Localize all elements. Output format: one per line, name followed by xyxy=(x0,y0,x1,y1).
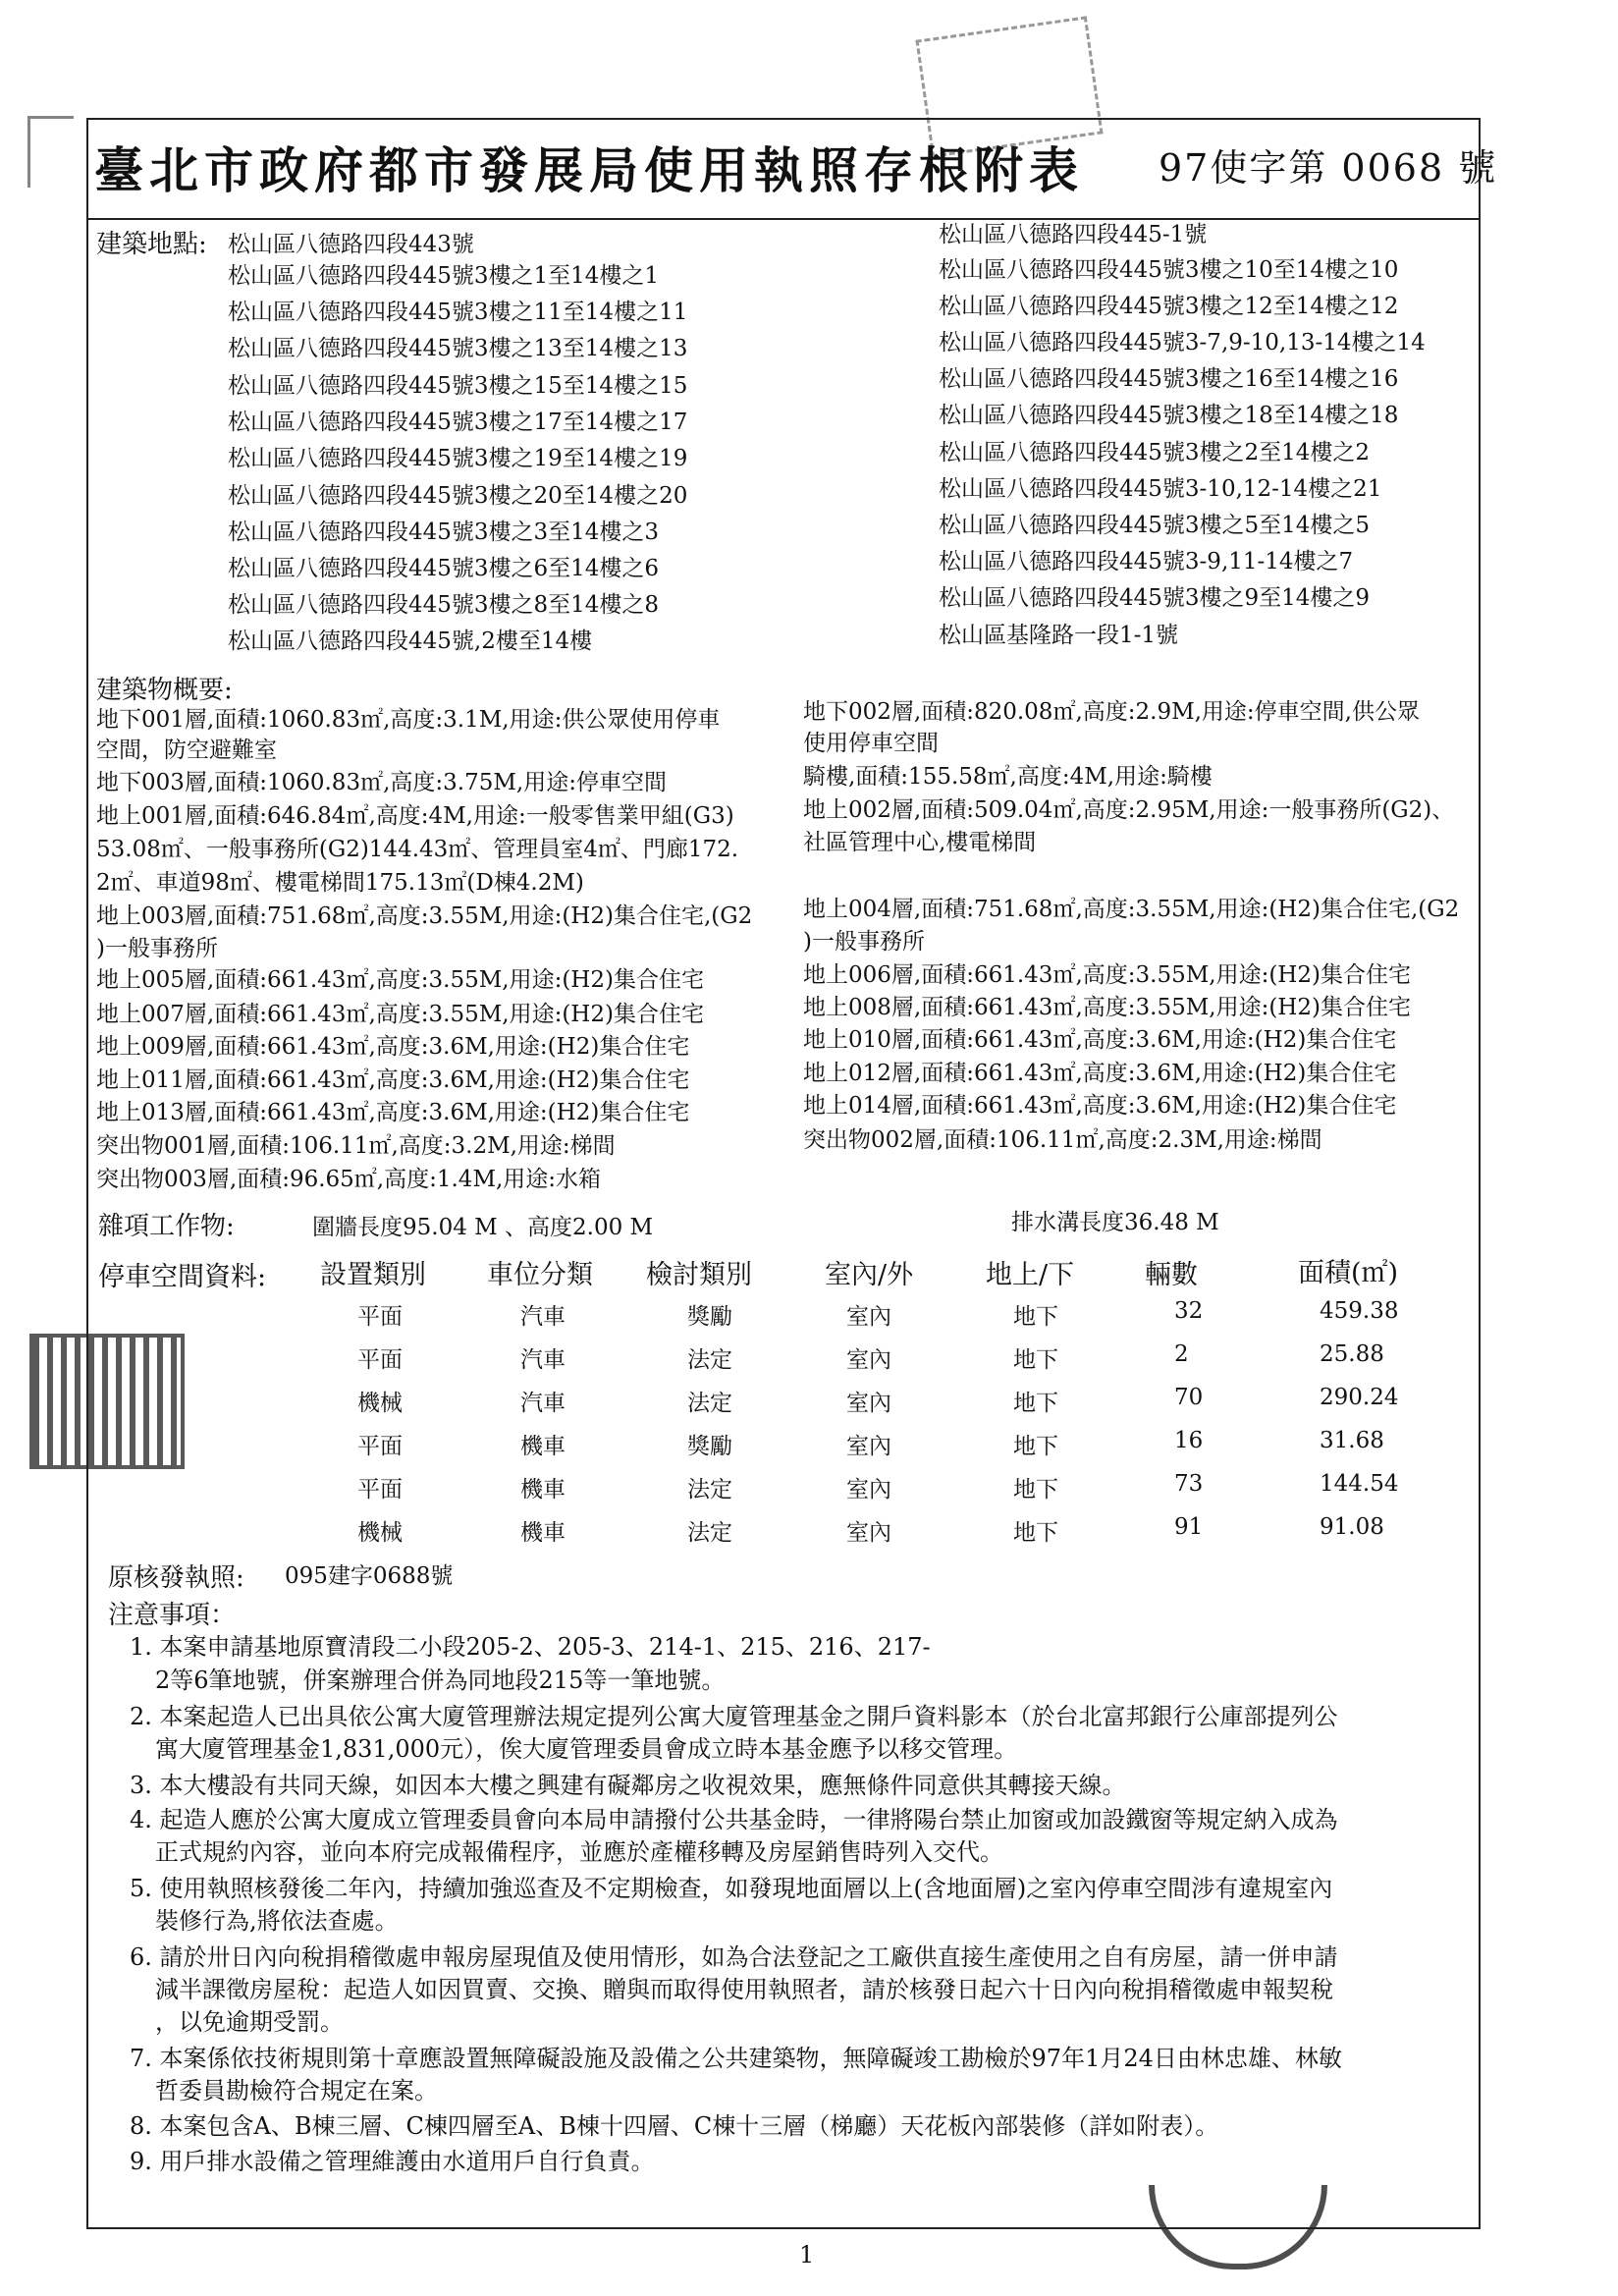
parking-cell: 室內 xyxy=(846,1477,891,1503)
page-number: 1 xyxy=(799,2241,815,2269)
address-label: 建築地點: xyxy=(96,230,207,259)
overview-line: 地上007層,面積:661.43㎡,高度:3.55M,用途:(H2)集合住宅 xyxy=(96,1002,704,1027)
parking-cell: 地下 xyxy=(1013,1304,1058,1330)
parking-cell: 室內 xyxy=(846,1434,891,1459)
notes-label: 注意事項： xyxy=(108,1601,237,1630)
parking-cell: 91.08 xyxy=(1320,1514,1384,1540)
address-item: 松山區八德路四段445號3樓之11至14樓之11 xyxy=(228,300,688,325)
scan-marks xyxy=(27,116,74,188)
address-item: 松山區八德路四段443號 xyxy=(228,232,474,257)
parking-cell: 室內 xyxy=(846,1520,891,1546)
parking-cell: 室內 xyxy=(846,1347,891,1373)
parking-cell: 25.88 xyxy=(1320,1341,1384,1367)
overview-line: 地下002層,面積:820.08㎡,高度:2.9M,用途:停車空間,供公眾 xyxy=(803,699,1420,725)
note-line: 2. 本案起造人已出具依公寓大廈管理辦法規定提列公寓大廈管理基金之開戶資料影本（於台北富邦銀行公庫部提列公 xyxy=(130,1703,1338,1730)
overview-line: 突出物003層,面積:96.65㎡,高度:1.4M,用途:水箱 xyxy=(96,1167,602,1192)
overview-line: 53.08㎡、一般事務所(G2)144.43㎡、管理員室4㎡、門廊172. xyxy=(96,837,739,862)
overview-line: 地上006層,面積:661.43㎡,高度:3.55M,用途:(H2)集合住宅 xyxy=(803,962,1411,988)
address-item: 松山區基隆路一段1-1號 xyxy=(939,623,1179,648)
permit-number: 97使字第 0068 號 xyxy=(1159,146,1498,190)
parking-cell: 獎勵 xyxy=(687,1434,732,1459)
note-line: 3. 本大樓設有共同天線，如因本大樓之興建有礙鄰房之收視效果，應無條件同意供其轉接天線。 xyxy=(130,1772,1126,1799)
address-item: 松山區八德路四段445號3樓之18至14樓之18 xyxy=(939,403,1399,428)
overview-label: 建築物概要: xyxy=(96,676,233,705)
address-item: 松山區八德路四段445號3樓之9至14樓之9 xyxy=(939,585,1371,611)
parking-cell: 法定 xyxy=(687,1520,732,1546)
address-item: 松山區八德路四段445號3樓之20至14樓之20 xyxy=(228,483,688,509)
note-line: 4. 起造人應於公寓大廈成立管理委員會向本局申請撥付公共基金時，一律將陽台禁止加窗或加設鐵窗等規定納入成為 xyxy=(130,1806,1338,1833)
overview-line: 地下003層,面積:1060.83㎡,高度:3.75M,用途:停車空間 xyxy=(96,770,667,795)
overview-line: 地上011層,面積:661.43㎡,高度:3.6M,用途:(H2)集合住宅 xyxy=(96,1067,690,1093)
parking-cell: 平面 xyxy=(357,1477,403,1503)
address-item: 松山區八德路四段445號3-7,9-10,13-14樓之14 xyxy=(939,330,1426,355)
overview-line: 地上003層,面積:751.68㎡,高度:3.55M,用途:(H2)集合住宅,(G2 xyxy=(96,903,753,929)
parking-cell: 法定 xyxy=(687,1347,732,1373)
address-item: 松山區八德路四段445號3樓之16至14樓之16 xyxy=(939,366,1399,392)
parking-cell: 獎勵 xyxy=(687,1304,732,1330)
address-item: 松山區八德路四段445號3-10,12-14樓之21 xyxy=(939,476,1382,502)
parking-cell: 平面 xyxy=(357,1434,403,1459)
overview-line: 地上013層,面積:661.43㎡,高度:3.6M,用途:(H2)集合住宅 xyxy=(96,1100,690,1125)
parking-cell: 機械 xyxy=(357,1391,403,1416)
parking-header: 地上/下 xyxy=(986,1260,1075,1290)
address-item: 松山區八德路四段445號3樓之5至14樓之5 xyxy=(939,513,1371,538)
parking-cell: 汽車 xyxy=(520,1304,566,1330)
parking-header: 面積(㎡) xyxy=(1298,1258,1399,1288)
misc-label: 雜項工作物: xyxy=(98,1212,235,1241)
parking-header: 設置類別 xyxy=(320,1260,426,1290)
parking-cell: 汽車 xyxy=(520,1391,566,1416)
parking-header: 輛數 xyxy=(1145,1260,1198,1290)
overview-line: 地上014層,面積:661.43㎡,高度:3.6M,用途:(H2)集合住宅 xyxy=(803,1093,1397,1119)
drain-length: 排水溝長度36.48 M xyxy=(1011,1210,1219,1235)
overview-line: 地上009層,面積:661.43㎡,高度:3.6M,用途:(H2)集合住宅 xyxy=(96,1034,690,1060)
overview-line: 使用停車空間 xyxy=(803,731,939,756)
parking-cell: 地下 xyxy=(1013,1434,1058,1459)
note-line: 哲委員勘檢符合規定在案。 xyxy=(155,2077,438,2105)
address-item: 松山區八德路四段445號3-9,11-14樓之7 xyxy=(939,549,1354,574)
parking-cell: 91 xyxy=(1174,1514,1204,1540)
note-line: 正式規約內容，並向本府完成報備程序，並應於產權移轉及房屋銷售時列入交代。 xyxy=(155,1838,1003,1866)
address-item: 松山區八德路四段445號,2樓至14樓 xyxy=(228,629,593,654)
address-item: 松山區八德路四段445號3樓之13至14樓之13 xyxy=(228,336,688,361)
parking-cell: 機車 xyxy=(520,1477,566,1503)
address-item: 松山區八德路四段445號3樓之12至14樓之12 xyxy=(939,294,1399,319)
overview-line: 社區管理中心,樓電梯間 xyxy=(803,830,1037,855)
parking-cell: 290.24 xyxy=(1320,1385,1399,1410)
parking-cell: 平面 xyxy=(357,1304,403,1330)
address-item: 松山區八德路四段445號3樓之17至14樓之17 xyxy=(228,410,688,435)
address-item: 松山區八德路四段445號3樓之8至14樓之8 xyxy=(228,592,660,618)
parking-cell: 70 xyxy=(1174,1385,1204,1410)
overview-line: 突出物002層,面積:106.11㎡,高度:2.3M,用途:梯間 xyxy=(803,1127,1322,1153)
parking-cell: 31.68 xyxy=(1320,1428,1384,1453)
parking-cell: 地下 xyxy=(1013,1391,1058,1416)
wall-length: 圍牆長度95.04 M 、高度2.00 M xyxy=(312,1215,654,1240)
parking-header: 檢討類別 xyxy=(646,1260,752,1290)
parking-cell: 地下 xyxy=(1013,1520,1058,1546)
overview-line: )一般事務所 xyxy=(803,929,925,955)
overview-line: 地下001層,面積:1060.83㎡,高度:3.1M,用途:供公眾使用停車 xyxy=(96,707,721,733)
address-item: 松山區八德路四段445號3樓之6至14樓之6 xyxy=(228,556,660,581)
parking-cell: 法定 xyxy=(687,1477,732,1503)
parking-cell: 汽車 xyxy=(520,1347,566,1373)
parking-cell: 2 xyxy=(1174,1341,1189,1367)
address-item: 松山區八德路四段445號3樓之15至14樓之15 xyxy=(228,373,688,399)
parking-cell: 室內 xyxy=(846,1304,891,1330)
note-line: 裝修行為,將依法查處。 xyxy=(155,1907,399,1935)
overview-line: )一般事務所 xyxy=(96,936,218,961)
parking-cell: 73 xyxy=(1174,1471,1204,1497)
overview-line: 地上010層,面積:661.43㎡,高度:3.6M,用途:(H2)集合住宅 xyxy=(803,1027,1397,1053)
address-item: 松山區八德路四段445號3樓之19至14樓之19 xyxy=(228,446,688,471)
parking-cell: 16 xyxy=(1174,1428,1204,1453)
note-line: 減半課徵房屋稅：起造人如因買賣、交換、贈與而取得使用執照者，請於核發日起六十日內向稅捐稽徵處申報契稅 xyxy=(155,1976,1333,2003)
parking-cell: 459.38 xyxy=(1320,1298,1399,1324)
header-divider xyxy=(86,218,1481,220)
parking-label: 停車空間資料: xyxy=(98,1262,267,1292)
note-line: 9. 用戶排水設備之管理維護由水道用戶自行負責。 xyxy=(130,2148,655,2175)
address-item: 松山區八德路四段445號3樓之2至14樓之2 xyxy=(939,440,1371,465)
address-item: 松山區八德路四段445號3樓之3至14樓之3 xyxy=(228,519,660,545)
address-item: 松山區八德路四段445號3樓之1至14樓之1 xyxy=(228,263,660,289)
parking-cell: 法定 xyxy=(687,1391,732,1416)
overview-line: 地上012層,面積:661.43㎡,高度:3.6M,用途:(H2)集合住宅 xyxy=(803,1061,1397,1086)
note-line: 2等6筆地號，併案辦理合併為同地段215等一筆地號。 xyxy=(155,1667,726,1694)
address-item: 松山區八德路四段445號3樓之10至14樓之10 xyxy=(939,257,1399,283)
original-permit-value: 095建字0688號 xyxy=(285,1563,454,1589)
parking-cell: 機車 xyxy=(520,1520,566,1546)
parking-cell: 機車 xyxy=(520,1434,566,1459)
overview-line: 地上001層,面積:646.84㎡,高度:4M,用途:一般零售業甲組(G3) xyxy=(96,803,734,829)
overview-line: 地上008層,面積:661.43㎡,高度:3.55M,用途:(H2)集合住宅 xyxy=(803,995,1411,1020)
overview-line: 空間，防空避難室 xyxy=(96,738,277,763)
parking-cell: 地下 xyxy=(1013,1477,1058,1503)
overview-line: 突出物001層,面積:106.11㎡,高度:3.2M,用途:梯間 xyxy=(96,1133,616,1159)
overview-line: 騎樓,面積:155.58㎡,高度:4M,用途:騎樓 xyxy=(803,764,1213,790)
parking-cell: 地下 xyxy=(1013,1347,1058,1373)
document-title: 臺北市政府都市發展局使用執照存根附表 xyxy=(94,141,1084,199)
parking-header: 車位分類 xyxy=(487,1260,593,1290)
overview-line: 地上002層,面積:509.04㎡,高度:2.95M,用途:一般事務所(G2)、 xyxy=(803,797,1455,823)
note-line: ，以免逾期受罰。 xyxy=(155,2008,344,2036)
overview-line: 地上005層,面積:661.43㎡,高度:3.55M,用途:(H2)集合住宅 xyxy=(96,967,704,993)
address-item: 松山區八德路四段445-1號 xyxy=(939,222,1208,247)
note-line: 6. 請於卅日內向稅捐稽徵處申報房屋現值及使用情形，如為合法登記之工廠供直接生產使用之自有房屋，請一併申請 xyxy=(130,1943,1338,1971)
note-line: 寓大廈管理基金1,831,000元），俟大廈管理委員會成立時本基金應予以移交管理。 xyxy=(155,1735,1018,1763)
original-permit-label: 原核發執照: xyxy=(108,1563,244,1593)
parking-cell: 機械 xyxy=(357,1520,403,1546)
parking-cell: 平面 xyxy=(357,1347,403,1373)
note-line: 1. 本案申請基地原寶清段二小段205-2、205-3、214-1、215、216、217- xyxy=(130,1633,931,1661)
note-line: 8. 本案包含A、B棟三層、C棟四層至A、B棟十四層、C棟十三層（梯廳）天花板內部裝修（詳如附表）。 xyxy=(130,2112,1219,2140)
parking-header: 室內/外 xyxy=(825,1260,914,1290)
overview-line: 地上004層,面積:751.68㎡,高度:3.55M,用途:(H2)集合住宅,(G2 xyxy=(803,897,1460,922)
parking-cell: 室內 xyxy=(846,1391,891,1416)
note-line: 7. 本案係依技術規則第十章應設置無障礙設施及設備之公共建築物，無障礙竣工勘檢於97年1月24日由林忠雄、林敏 xyxy=(130,2045,1342,2072)
overview-line: 2㎡、車道98㎡、樓電梯間175.13㎡(D棟4.2M) xyxy=(96,870,584,896)
note-line: 5. 使用執照核發後二年內，持續加強巡查及不定期檢查，如發現地面層以上(含地面層)之室內停車空間涉有違規室內 xyxy=(130,1875,1333,1902)
parking-cell: 32 xyxy=(1174,1298,1204,1324)
parking-cell: 144.54 xyxy=(1320,1471,1399,1497)
